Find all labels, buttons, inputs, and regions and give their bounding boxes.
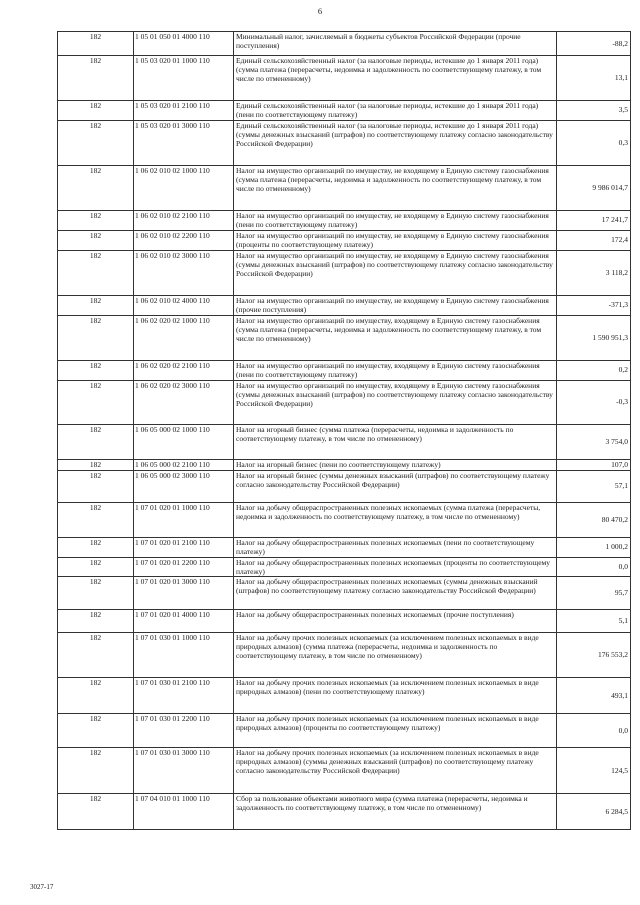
admin-code-cell: 182 (58, 537, 134, 557)
budget-code-cell: 1 06 02 010 02 3000 110 (134, 250, 234, 295)
budget-code-cell: 1 07 01 030 01 3000 110 (134, 748, 234, 794)
table-row (58, 250, 631, 295)
budget-code-cell: 1 07 01 030 01 2100 110 (134, 678, 234, 714)
table-row (58, 315, 631, 360)
table-row (58, 714, 631, 748)
admin-code-cell: 182 (58, 250, 134, 295)
budget-code-cell: 1 06 02 020 02 1000 110 (134, 315, 234, 360)
budget-code-cell: 1 06 05 000 02 2100 110 (134, 459, 234, 470)
revenue-name-cell: Налог на игорный бизнес (суммы денежных взысканий (штрафов) по соответствующему платежу согласно законодательству Российской Федерации) (234, 470, 557, 502)
admin-code-cell: 182 (58, 295, 134, 315)
admin-code-cell: 182 (58, 557, 134, 577)
table-row (58, 577, 631, 610)
budget-code-cell: 1 07 01 020 01 2200 110 (134, 557, 234, 577)
amount-cell: -371,3 (557, 295, 631, 315)
amount-cell: 95,7 (557, 577, 631, 610)
budget-code-cell: 1 06 05 000 02 1000 110 (134, 424, 234, 459)
revenue-name-cell: Минимальный налог, зачисляемый в бюджеты субъектов Российской Федерации (прочие поступления) (234, 32, 557, 56)
revenue-name-cell: Налог на имущество организаций по имуществу, не входящему в Единую систему газоснабжения (прочие поступления) (234, 295, 557, 315)
budget-code-cell: 1 06 02 020 02 2100 110 (134, 360, 234, 380)
amount-cell: 3 754,0 (557, 424, 631, 459)
revenue-name-cell: Налог на имущество организаций по имуществу, входящему в Единую систему газоснабжения (пени по соответствующему платежу) (234, 360, 557, 380)
amount-cell: -0,3 (557, 380, 631, 424)
table-row (58, 101, 631, 121)
table-row (58, 424, 631, 459)
table-row (58, 470, 631, 502)
budget-code-cell: 1 06 02 020 02 3000 110 (134, 380, 234, 424)
amount-cell: 13,1 (557, 56, 631, 101)
admin-code-cell: 182 (58, 360, 134, 380)
budget-code-cell: 1 07 01 020 01 2100 110 (134, 537, 234, 557)
table-row (58, 794, 631, 830)
table-row (58, 210, 631, 230)
amount-cell: 0,3 (557, 120, 631, 165)
revenue-name-cell: Налог на имущество организаций по имуществу, не входящему в Единую систему газоснабжения (пени по соответствующему платежу) (234, 210, 557, 230)
table-row (58, 56, 631, 101)
budget-code-cell: 1 06 02 010 02 4000 110 (134, 295, 234, 315)
table-row (58, 165, 631, 210)
table-row (58, 295, 631, 315)
budget-code-cell: 1 07 01 020 01 4000 110 (134, 610, 234, 633)
revenue-name-cell: Налог на игорный бизнес (пени по соответствующему платежу) (234, 459, 557, 470)
amount-cell: 176 553,2 (557, 633, 631, 678)
budget-code-cell: 1 06 02 010 02 2100 110 (134, 210, 234, 230)
amount-cell: 493,1 (557, 678, 631, 714)
revenue-name-cell: Налог на добычу прочих полезных ископаемых (за исключением полезных ископаемых в виде природных алмазов) (сумма платежа (перерасчеты, недоимка и задолженность по соответствующему платежу, в том числе по отмененному) (234, 633, 557, 678)
revenue-name-cell: Налог на добычу общераспространенных полезных ископаемых (сумма платежа (перерасчеты, недоимка и задолженность по соответствующему платежу, в том числе по отмененному) (234, 502, 557, 537)
admin-code-cell: 182 (58, 678, 134, 714)
amount-cell: 6 284,5 (557, 794, 631, 830)
budget-code-cell: 1 06 05 000 02 3000 110 (134, 470, 234, 502)
revenue-name-cell: Налог на имущество организаций по имуществу, не входящему в Единую систему газоснабжения (сумма платежа (перерасчеты, недоимка и задолженность по соответствующему платежу, в том числе по отмененному) (234, 165, 557, 210)
budget-code-cell: 1 06 02 010 02 2200 110 (134, 230, 234, 250)
amount-cell: 0,0 (557, 557, 631, 577)
revenue-name-cell: Сбор за пользование объектами животного мира (сумма платежа (перерасчеты, недоимка и задолженность по соответствующему платежу, в том числе по отмененному) (234, 794, 557, 830)
admin-code-cell: 182 (58, 459, 134, 470)
table-row (58, 748, 631, 794)
revenue-name-cell: Налог на добычу прочих полезных ископаемых (за исключением полезных ископаемых в виде природных алмазов) (пени по соответствующему платежу) (234, 678, 557, 714)
footer-code: 3027-17 (30, 883, 54, 891)
revenue-name-cell: Налог на имущество организаций по имуществу, входящему в Единую систему газоснабжения (сумма платежа (перерасчеты, недоимка и задолженность по соответствующему платежу, в том числе по отмененному) (234, 315, 557, 360)
revenue-name-cell: Налог на добычу прочих полезных ископаемых (за исключением полезных ископаемых в виде природных алмазов) (суммы денежных взысканий (штрафов) по соответствующему платежу согласно законодательству Российской Федерации) (234, 748, 557, 794)
revenue-name-cell: Единый сельскохозяйственный налог (за налоговые периоды, истекшие до 1 января 2011 года) (суммы денежных взысканий (штрафов) по соответствующему платежу согласно законодательству Российской Федерации) (234, 120, 557, 165)
revenue-name-cell: Налог на игорный бизнес (сумма платежа (перерасчеты, недоимка и задолженность по соответствующему платежу, в том числе по отмененному) (234, 424, 557, 459)
admin-code-cell: 182 (58, 101, 134, 121)
budget-code-cell: 1 07 01 020 01 1000 110 (134, 502, 234, 537)
budget-code-cell: 1 05 03 020 01 1000 110 (134, 56, 234, 101)
table-row (58, 459, 631, 470)
revenue-name-cell: Налог на добычу общераспространенных полезных ископаемых (проценты по соответствующему платежу) (234, 557, 557, 577)
revenue-name-cell: Налог на добычу общераспространенных полезных ископаемых (пени по соответствующему платежу) (234, 537, 557, 557)
admin-code-cell: 182 (58, 32, 134, 56)
admin-code-cell: 182 (58, 380, 134, 424)
amount-cell: 80 470,2 (557, 502, 631, 537)
table-row (58, 360, 631, 380)
amount-cell: 3,5 (557, 101, 631, 121)
budget-code-cell: 1 07 01 020 01 3000 110 (134, 577, 234, 610)
admin-code-cell: 182 (58, 315, 134, 360)
admin-code-cell: 182 (58, 230, 134, 250)
amount-cell: 0,2 (557, 360, 631, 380)
admin-code-cell: 182 (58, 748, 134, 794)
admin-code-cell: 182 (58, 424, 134, 459)
budget-code-cell: 1 05 01 050 01 4000 110 (134, 32, 234, 56)
table-row (58, 230, 631, 250)
budget-code-cell: 1 05 03 020 01 3000 110 (134, 120, 234, 165)
revenue-name-cell: Единый сельскохозяйственный налог (за налоговые периоды, истекшие до 1 января 2011 года) (сумма платежа (перерасчеты, недоимка и задолженность по соответствующему платежу, в том числе по отмененному) (234, 56, 557, 101)
budget-code-cell: 1 07 01 030 01 2200 110 (134, 714, 234, 748)
admin-code-cell: 182 (58, 502, 134, 537)
revenue-name-cell: Налог на добычу прочих полезных ископаемых (за исключением полезных ископаемых в виде природных алмазов) (проценты по соответствующему платежу) (234, 714, 557, 748)
admin-code-cell: 182 (58, 56, 134, 101)
revenue-name-cell: Налог на имущество организаций по имуществу, не входящему в Единую систему газоснабжения (суммы денежных взысканий (штрафов) по соответствующему платежу согласно законодательству Российской Федерации) (234, 250, 557, 295)
budget-code-cell: 1 06 02 010 02 1000 110 (134, 165, 234, 210)
admin-code-cell: 182 (58, 577, 134, 610)
amount-cell: -88,2 (557, 32, 631, 56)
admin-code-cell: 182 (58, 210, 134, 230)
amount-cell: 124,5 (557, 748, 631, 794)
revenue-table-body (58, 32, 631, 830)
table-row (58, 678, 631, 714)
table-row (58, 633, 631, 678)
budget-code-cell: 1 05 03 020 01 2100 110 (134, 101, 234, 121)
amount-cell: 172,4 (557, 230, 631, 250)
revenue-table (57, 31, 631, 830)
revenue-name-cell: Налог на добычу общераспространенных полезных ископаемых (прочие поступления) (234, 610, 557, 633)
table-row (58, 557, 631, 577)
admin-code-cell: 182 (58, 120, 134, 165)
table-row (58, 380, 631, 424)
admin-code-cell: 182 (58, 714, 134, 748)
amount-cell: 17 241,7 (557, 210, 631, 230)
budget-code-cell: 1 07 04 010 01 1000 110 (134, 794, 234, 830)
table-row (58, 610, 631, 633)
amount-cell: 107,0 (557, 459, 631, 470)
amount-cell: 9 986 014,7 (557, 165, 631, 210)
revenue-name-cell: Налог на имущество организаций по имуществу, входящему в Единую систему газоснабжения (суммы денежных взысканий (штрафов) по соответствующему платежу согласно законодательству Российской Федерации) (234, 380, 557, 424)
revenue-name-cell: Налог на добычу общераспространенных полезных ископаемых (суммы денежных взысканий (штрафов) по соответствующему платежу согласно законодательству Российской Федерации) (234, 577, 557, 610)
amount-cell: 57,1 (557, 470, 631, 502)
admin-code-cell: 182 (58, 610, 134, 633)
page-number: 6 (317, 6, 323, 16)
table-row (58, 502, 631, 537)
admin-code-cell: 182 (58, 794, 134, 830)
revenue-name-cell: Единый сельскохозяйственный налог (за налоговые периоды, истекшие до 1 января 2011 года) (пени по соответствующему платежу) (234, 101, 557, 121)
table-row (58, 120, 631, 165)
admin-code-cell: 182 (58, 165, 134, 210)
revenue-name-cell: Налог на имущество организаций по имуществу, не входящему в Единую систему газоснабжения (проценты по соответствующему платежу) (234, 230, 557, 250)
budget-code-cell: 1 07 01 030 01 1000 110 (134, 633, 234, 678)
amount-cell: 3 118,2 (557, 250, 631, 295)
table-row (58, 32, 631, 56)
amount-cell: 0,0 (557, 714, 631, 748)
amount-cell: 1 000,2 (557, 537, 631, 557)
admin-code-cell: 182 (58, 633, 134, 678)
amount-cell: 5,1 (557, 610, 631, 633)
amount-cell: 1 590 951,3 (557, 315, 631, 360)
admin-code-cell: 182 (58, 470, 134, 502)
table-row (58, 537, 631, 557)
